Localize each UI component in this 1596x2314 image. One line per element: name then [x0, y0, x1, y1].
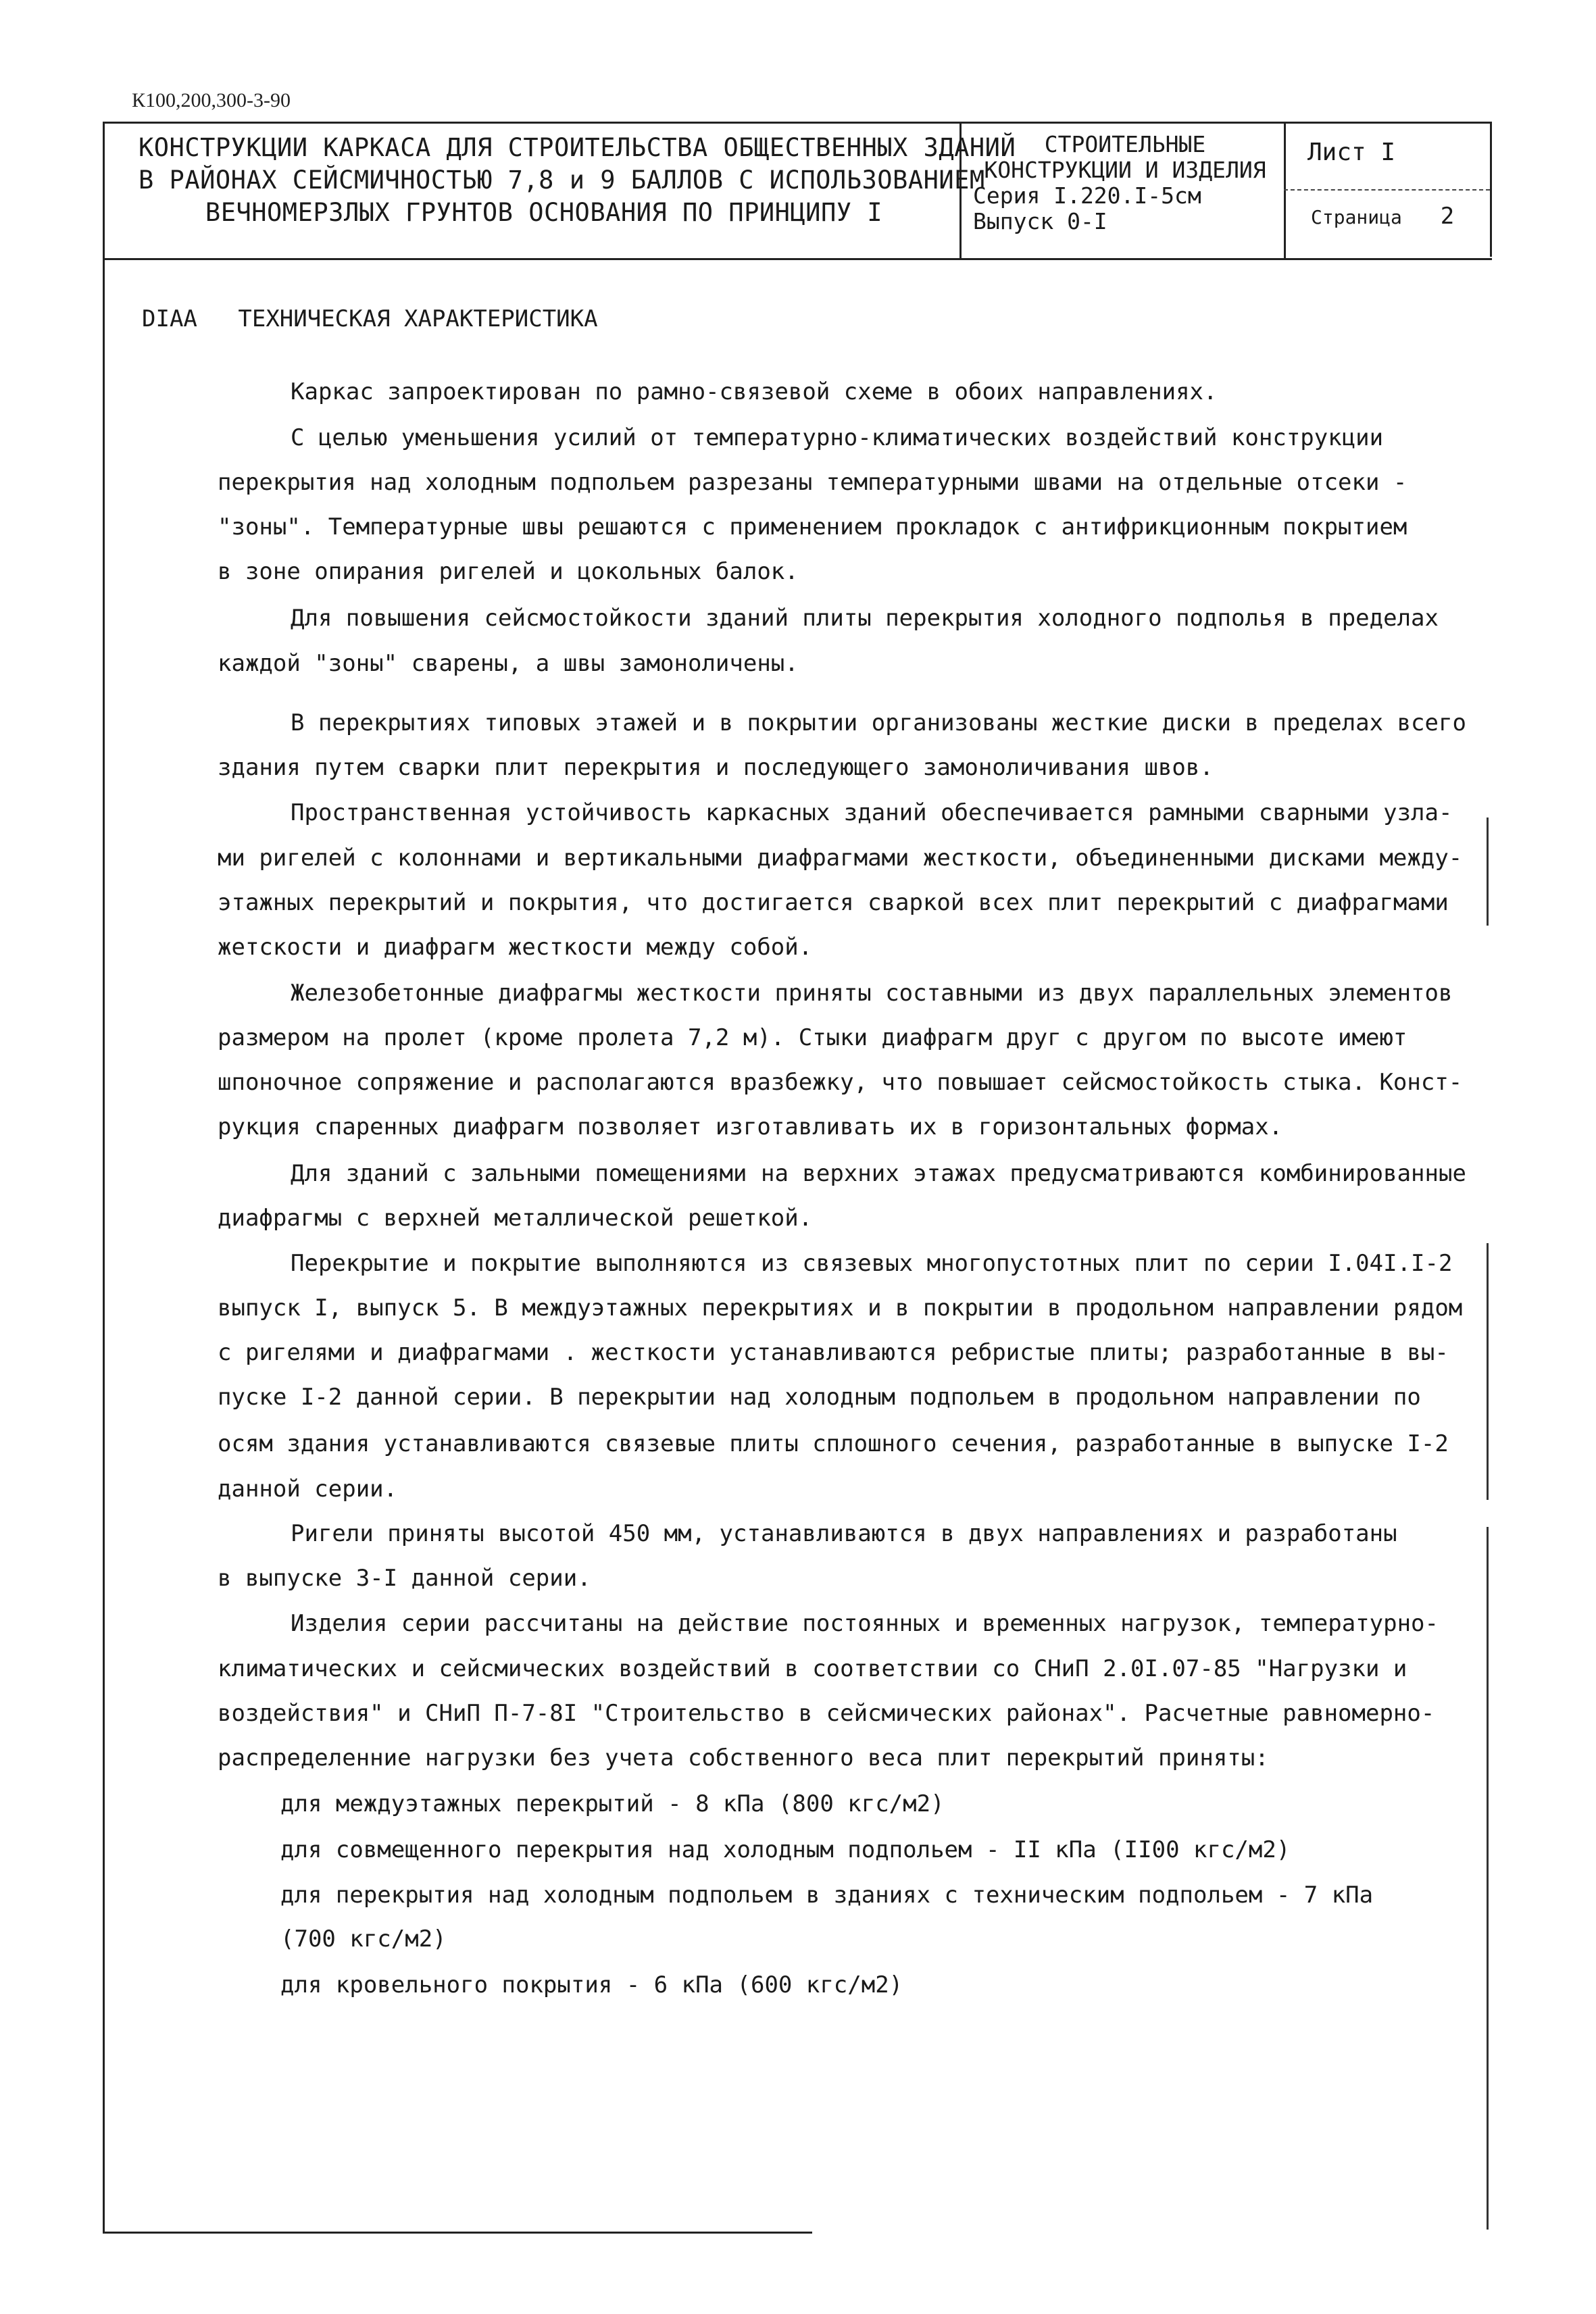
page-cell — [1311, 203, 1454, 230]
text-line: данной серии. — [218, 1476, 398, 1503]
text-line: Каркас запроектирован по рамно-связевой схеме в обоих направлениях. — [291, 378, 1218, 405]
series-block — [973, 132, 1277, 234]
text-line: Изделия серии рассчитаны на действие постоянных и временных нагрузок, температурно- — [291, 1610, 1439, 1637]
text-line: Перекрытие и покрытие выполняются из связевых многопустотных плит по серии I.04I.I-2 — [291, 1250, 1453, 1277]
text-line: здания путем сварки плит перекрытия и последующего замоноличивания швов. — [218, 754, 1214, 781]
margin-mark — [1487, 1243, 1489, 1500]
text-line: Пространственная устойчивость каркасных зданий обеспечивается рамными сварными узла- — [291, 799, 1453, 826]
sheet-number: Лист I — [1307, 139, 1396, 166]
text-line: Ригели приняты высотой 450 мм, устанавливаются в двух направлениях и разработаны — [291, 1520, 1397, 1547]
section-heading — [142, 305, 598, 332]
text-line: Для повышения сейсмостойкости зданий плиты перекрытия холодного подполья в пределах — [291, 605, 1439, 632]
category-line: КОНСТРУКЦИИ И ИЗДЕЛИЯ — [984, 157, 1266, 183]
text-line: Железобетонные диафрагмы жесткости приняты составными из двух параллельных элементов — [291, 980, 1453, 1007]
issue-number: Выпуск 0-I — [973, 208, 1107, 234]
text-line: размером на пролет (кроме пролета 7,2 м). Стыки диафрагм друг с другом по высоте имеют — [218, 1024, 1407, 1051]
title-line: В РАЙОНАХ СЕЙСМИЧНОСТЬЮ 7,8 и 9 БАЛЛОВ С ИСПОЛЬЗОВАНИЕМ — [139, 166, 985, 195]
sheet-cell-divider — [1284, 189, 1490, 191]
text-line: "зоны". Температурные швы решаются с применением прокладок с антифрикционным покрытием — [218, 513, 1407, 540]
document-code: К100,200,300-3-90 — [132, 89, 291, 111]
text-line: в выпуске 3-I данной серии. — [218, 1565, 591, 1592]
text-line: С целью уменьшения усилий от температурно-климатических воздействий конструкции — [291, 424, 1384, 451]
frame-right-border — [1490, 122, 1492, 257]
page-label: Страница — [1311, 206, 1402, 228]
text-line: перекрытия над холодным подпольем разрезаны температурными швами на отдельные отсеки - — [218, 469, 1407, 496]
header-divider — [103, 258, 1492, 260]
frame-bottom-border — [103, 2232, 812, 2234]
text-line: этажных перекрытий и покрытия, что достигается сваркой всех плит перекрытий с диафрагмами — [218, 889, 1449, 916]
text-line: выпуск I, выпуск 5. В междуэтажных перекрытиях и в покрытии в продольном направлении рядом — [218, 1294, 1463, 1322]
text-line: рукция спаренных диафрагм позволяет изготавливать их в горизонтальных формах. — [218, 1113, 1283, 1140]
text-line: В перекрытиях типовых этажей и в покрытии организованы жесткие диски в пределах всего — [291, 709, 1466, 736]
series-number: Серия I.220.I-5см — [973, 182, 1201, 209]
section-code: DIAA — [142, 305, 197, 332]
frame-left-border — [103, 122, 105, 2233]
document-title — [139, 132, 1016, 229]
text-line: воздействия" и СНиП П-7-8I "Строительство в сейсмических районах". Расчетные равномерно- — [218, 1700, 1435, 1727]
load-item: для междуэтажных перекрытий - 8 кПа (800 кгс/м2) — [280, 1790, 945, 1817]
category-line: СТРОИТЕЛЬНЫЕ — [1044, 131, 1206, 157]
text-line: жетскости и диафрагм жесткости между собой. — [218, 934, 813, 961]
text-line: осям здания устанавливаются связевые плиты сплошного сечения, разработанные в выпуске I-2 — [218, 1430, 1449, 1457]
text-line: диафрагмы с верхней металлической решеткой. — [218, 1205, 813, 1232]
text-line: ми ригелей с колоннами и вертикальными диафрагмами жесткости, объединенными дисками между- — [218, 845, 1463, 872]
load-item: (700 кгс/м2) — [280, 1926, 447, 1953]
text-line: с ригелями и диафрагмами . жесткости устанавливаются ребристые плиты; разработанные в вы- — [218, 1339, 1449, 1366]
text-line: распределенние нагрузки без учета собственного веса плит перекрытий приняты: — [218, 1744, 1269, 1771]
text-line: климатических и сейсмических воздействий в соответствии со СНиП 2.0I.07-85 "Нагрузки и — [218, 1655, 1407, 1682]
title-line: ВЕЧНОМЕРЗЛЫХ ГРУНТОВ ОСНОВАНИЯ ПО ПРИНЦИПУ I — [205, 198, 883, 227]
load-item: для перекрытия над холодным подпольем в зданиях с техническим подпольем - 7 кПа — [280, 1882, 1374, 1909]
text-line: пуске I-2 данной серии. В перекрытии над холодным подпольем в продольном направлении по — [218, 1384, 1421, 1411]
section-title: ТЕХНИЧЕСКАЯ ХАРАКТЕРИСТИКА — [238, 305, 598, 332]
load-item: для кровельного покрытия - 6 кПа (600 кгс/м2) — [280, 1971, 903, 1998]
text-line: в зоне опирания ригелей и цокольных балок. — [218, 558, 799, 585]
load-item: для совмещенного перекрытия над холодным подпольем - II кПа (II00 кгс/м2) — [280, 1836, 1291, 1863]
text-line: шпоночное сопряжение и располагаются вразбежку, что повышает сейсмостойкость стыка. Конст- — [218, 1069, 1463, 1096]
page-number: 2 — [1440, 203, 1455, 230]
text-line: Для зданий с зальными помещениями на верхних этажах предусматриваются комбинированные — [291, 1160, 1466, 1187]
text-line: каждой "зоны" сварены, а швы замоноличены. — [218, 650, 799, 677]
title-line: КОНСТРУКЦИИ КАРКАСА ДЛЯ СТРОИТЕЛЬСТВА ОБЩЕСТВЕННЫХ ЗДАНИЙ — [139, 133, 1016, 162]
